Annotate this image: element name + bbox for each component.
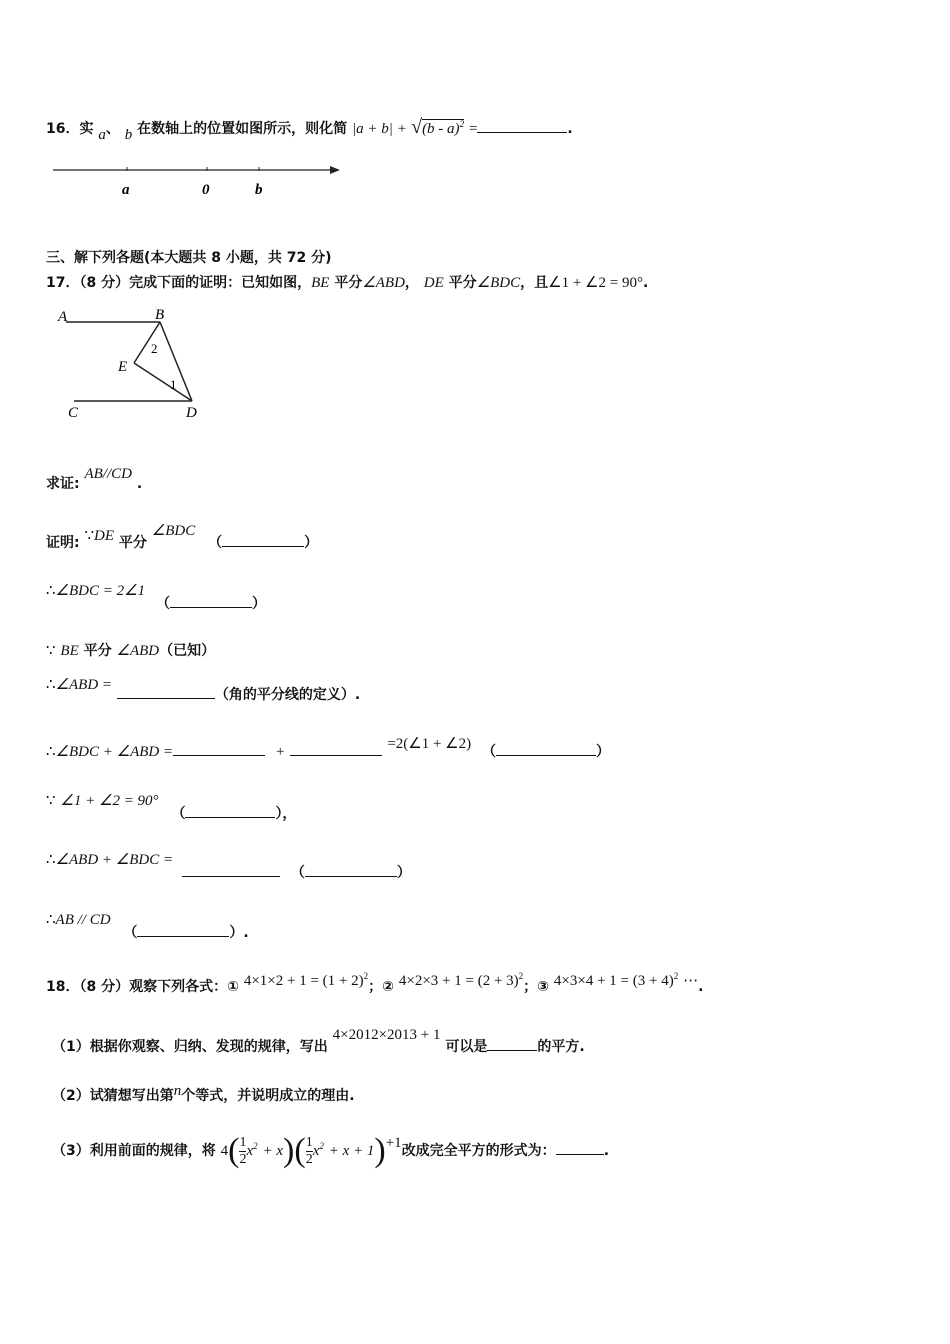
l5-tail: =2(∠1 + ∠2) [387,736,472,752]
proof-line-3 [46,640,215,660]
q16-text1: 实 [79,121,94,137]
l4-expr: ∠ABD = [55,677,113,693]
q16-end: . [567,121,573,137]
q17-abd: ∠ABD [362,275,405,291]
p3-x2-a: $x^2$ [246,1141,258,1159]
q18-header: 18．（8 分）观察下列各式：① $4\times 1\times 2 + 1 = (1 + 2)^2$；② $4\times 2\times 3 + 1 = (2 + 3)^2$；③ $4\times 3\times 4 + 1 = (3 + 4)^2$ ⋯. [46,971,704,995]
label-D: D [186,405,197,421]
paren-close-icon: ) [374,1132,386,1169]
l8-expr: AB // CD [55,912,111,928]
l6-expr: ∠1 + ∠2 = 90° [60,793,159,809]
q16-number: 16． [46,121,80,137]
l3-reason: （已知） [159,643,216,659]
label-angle-2: 2 [151,341,158,356]
q17-de: DE [423,275,444,291]
p2-text-a: （2）试猜想写出第 [52,1088,174,1104]
proof-line-2: ∴∠BDC = 2∠1 （ ） [46,583,266,612]
label-B: B [155,307,165,323]
reason-blank-7[interactable] [305,862,397,877]
p1-text-c: 的平方. [537,1039,585,1055]
p1-answer-blank[interactable] [487,1036,537,1051]
q18-eq3: $4\times 3\times 4 + 1 = (3 + 4)^2$ [553,971,679,989]
q16-var-b: b [124,127,133,143]
proof-line-6: ∵ ∠1 + ∠2 = 90° （ ）， [46,793,297,822]
reason-blank-6[interactable] [185,803,275,818]
because-symbol: ∵ [84,528,95,544]
l5-expr: ∠BDC + ∠ABD = [55,744,174,760]
q17-pf2: 平分 [448,275,477,291]
p1-expr: 4×2012×2013 + 1 [332,1027,441,1043]
reason-blank-2[interactable] [170,593,252,608]
p2-n: n [173,1083,182,1099]
q17-head: 17．（8 分）完成下面的证明：已知如图， [46,275,312,291]
p3-answer-blank[interactable] [556,1140,604,1155]
q17-be: BE [311,275,330,291]
circle-1: ① [227,979,239,995]
q16-sqrt-inner: (b - a)$^2$ [422,119,465,137]
p3-coef: 4 [220,1143,229,1159]
proof-line-4 [46,674,361,703]
p1-text-a: （1）根据你观察、归纳、发现的规律，写出 [52,1039,328,1055]
l4-reason: （角的平分线的定义）. [214,687,361,703]
q16-sep: 、 [105,121,120,137]
l1-pf: 平分 [118,535,147,551]
therefore-symbol: ∴ [46,677,56,693]
p3-plus-1: +1 [385,1135,402,1151]
reason-blank-1[interactable] [222,532,304,547]
therefore-symbol: ∴ [46,912,56,928]
circle-3: ③ [537,979,550,995]
because-symbol: ∵ [46,643,56,659]
q16-plus: + [397,121,407,137]
label-E: E [118,359,128,375]
p3-frac-1: $\frac{1}{2}$ [239,1134,247,1167]
q17-condition: ∠1 + ∠2 = 90° [548,275,643,291]
q17-and: ，且 [520,275,549,291]
prove-expr: AB//CD [84,466,132,482]
p2-text-b: 个等式，并说明成立的理由. [181,1088,355,1104]
l1-de: DE [94,528,115,544]
p3-x2-b: $x^2$ [312,1141,324,1159]
number-line [50,160,350,200]
p3-plus-x-1: + x + 1 [328,1143,375,1159]
axis-label-0: 0 [202,182,210,198]
because-symbol: ∵ [46,793,56,809]
p1-text-b: 可以是 [445,1039,488,1055]
q16-answer-blank[interactable] [477,118,567,133]
q18-head: 18．（8 分）观察下列各式： [46,979,228,995]
answer-blank-abd[interactable] [117,684,215,699]
paren-close-icon: ) [283,1132,295,1169]
paren-open-icon: ( [294,1132,306,1169]
q17-comma: ， [404,275,419,291]
line-ED [134,363,192,401]
q18-part3: （3）利用前面的规律，将 4( $\frac{1}{2}$ $x^2 + x$)( $\frac{1}{2}$ $x^2 + x + 1)+1$改成完全平方的形式为： . [52,1132,610,1169]
therefore-symbol: ∴ [46,852,56,868]
q17-figure [52,305,212,425]
p3-text-a: （3）利用前面的规律，将 [52,1143,216,1159]
prove-dot: . [136,476,143,492]
answer-blank-7[interactable] [182,862,280,877]
label-C: C [68,405,79,421]
q18-eq1: $4\times 1\times 2 + 1 = (1 + 2)^2$ [243,971,369,989]
label-A: A [58,309,68,325]
proof-line-7: ∴∠ABD + ∠BDC = （ ） [46,852,411,881]
prove-label: 求证: [46,476,80,492]
q17-dot: . [642,275,649,291]
q18-part1 [52,1027,585,1056]
p3-text-b: 改成完全平方的形式为： [401,1143,556,1159]
l2-expr: ∠BDC = 2∠1 [55,583,146,599]
paren-open-icon: ( [228,1132,240,1169]
q16-text2: 在数轴上的位置如图所示，则化简 [137,121,348,137]
l7-expr: ∠ABD + ∠BDC = [55,852,174,868]
reason-blank-8[interactable] [137,922,229,937]
proof-line-5: ∴∠BDC + ∠ABD = + =2(∠1 + ∠2) （ ） [46,736,610,760]
q16-abs-expr: |a + b| [351,121,393,137]
therefore-symbol: ∴ [46,583,56,599]
section3-title: 三、解下列各题(本大题共 8 小题，共 72 分) [46,250,332,266]
proof-line-8: ∴AB // CD （ ）. [46,912,249,941]
q18-eq2: $4\times 2\times 3 + 1 = (2 + 3)^2$ [398,971,524,989]
q17-bdc: ∠BDC [476,275,521,291]
circle-2: ② [382,979,394,995]
l3-pf: 平分 [83,643,112,659]
proof-line-1: 证明: ∵DE 平分 ∠BDC （ ） [46,523,319,551]
reason-blank-5[interactable] [496,741,596,756]
q16-line [46,116,573,143]
q16-eq: = [468,121,478,137]
sqrt-icon: √ [411,116,423,138]
therefore-symbol: ∴ [46,744,56,760]
arrow-right-icon [330,166,340,174]
axis-label-b: b [255,182,263,198]
q17-prove [46,466,143,493]
label-angle-1: 1 [170,377,177,392]
proof-label: 证明: [46,535,80,551]
answer-blank-sum-1[interactable] [173,741,265,756]
q16-var-a: a [98,127,106,143]
l3-be: BE [60,643,79,659]
l3-abd: ∠ABD [116,643,160,659]
axis-label-a: a [122,182,130,198]
l1-bdc: ∠BDC [151,523,196,539]
p3-frac-2: $\frac{1}{2}$ [305,1134,313,1167]
q16-square: 2 [459,119,465,129]
q18-part2 [52,1085,355,1105]
q17-header [46,272,648,292]
answer-blank-sum-2[interactable] [290,741,382,756]
q17-pf1: 平分 [334,275,363,291]
p3-plus-x: + x [262,1143,284,1159]
